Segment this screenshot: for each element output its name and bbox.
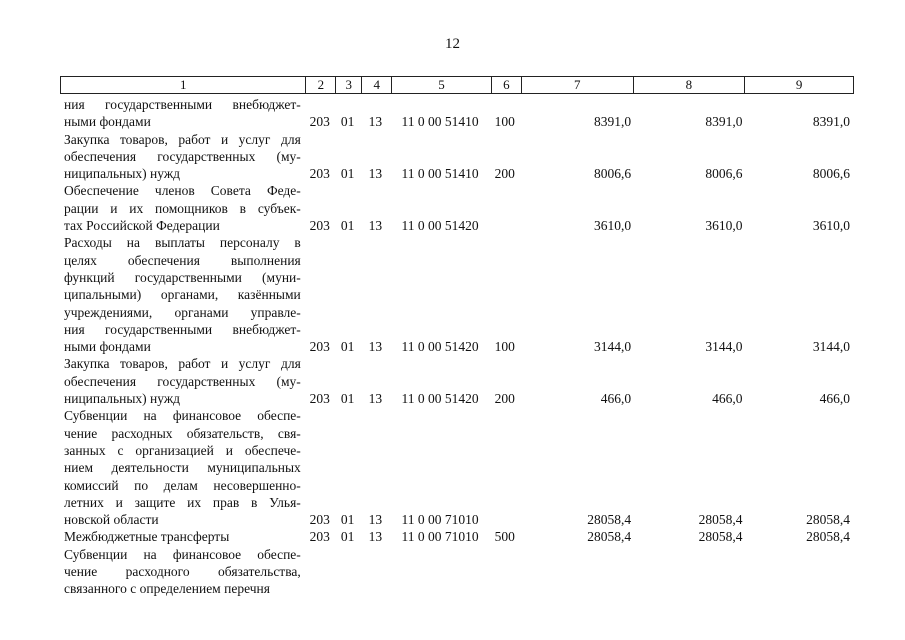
cell-col-2: 203 bbox=[309, 512, 330, 528]
header-col-4: 4 bbox=[362, 77, 392, 93]
description-line: Субвенции на финансовое обеспе- bbox=[64, 408, 301, 424]
header-col-1: 1 bbox=[61, 77, 306, 93]
cell-col-5: 11 0 00 51420 bbox=[401, 391, 479, 407]
cell-col-5: 11 0 00 51410 bbox=[401, 166, 479, 182]
cell-col-7: 28058,4 bbox=[587, 512, 632, 528]
description-line: тах Российской Федерации bbox=[64, 218, 220, 234]
table-row bbox=[64, 182, 854, 234]
table-row bbox=[64, 546, 854, 598]
description-line: ными фондами bbox=[64, 339, 151, 355]
description-line: комиссий по делам несовершенно- bbox=[64, 477, 301, 493]
description-line: новской области bbox=[64, 512, 159, 528]
description-line: ными фондами bbox=[64, 114, 151, 130]
cell-col-5: 11 0 00 71010 bbox=[401, 529, 479, 545]
row-description bbox=[64, 182, 301, 234]
table-row bbox=[64, 234, 854, 355]
description-line: ния государственными внебюджет- bbox=[64, 321, 301, 337]
cell-col-2: 203 bbox=[309, 391, 330, 407]
cell-col-8: 3610,0 bbox=[705, 218, 743, 234]
cell-col-5: 11 0 00 51410 bbox=[401, 114, 479, 130]
cell-col-7: 466,0 bbox=[600, 391, 632, 407]
cell-col-6: 100 bbox=[494, 339, 515, 355]
cell-col-3: 01 bbox=[340, 114, 355, 130]
header-col-9: 9 bbox=[795, 77, 803, 92]
cell-col-6: 100 bbox=[494, 114, 515, 130]
description-line: функций государственными (муни- bbox=[64, 269, 301, 285]
cell-col-9: 8391,0 bbox=[812, 114, 850, 130]
cell-col-3: 01 bbox=[340, 218, 355, 234]
cell-col-9: 8006,6 bbox=[812, 166, 850, 182]
row-description bbox=[64, 528, 301, 545]
description-line: Обеспечение членов Совета Феде- bbox=[64, 183, 301, 199]
description-line: рации и их помощников в субъек- bbox=[64, 200, 301, 216]
cell-col-9: 28058,4 bbox=[806, 512, 850, 528]
cell-col-3: 01 bbox=[340, 339, 355, 355]
cell-col-2: 203 bbox=[309, 339, 330, 355]
cell-col-9: 28058,4 bbox=[806, 529, 850, 545]
header-col-5: 5 bbox=[392, 77, 492, 93]
table-row bbox=[64, 407, 854, 528]
description-line: Закупка товаров, работ и услуг для bbox=[64, 131, 301, 147]
header-col-2: 2 bbox=[306, 77, 336, 93]
cell-col-7: 28058,4 bbox=[587, 529, 632, 545]
cell-col-8: 466,0 bbox=[712, 391, 743, 407]
table-row bbox=[64, 96, 854, 131]
cell-col-7: 3144,0 bbox=[593, 339, 632, 355]
cell-col-8: 8391,0 bbox=[705, 114, 743, 130]
description-line: Закупка товаров, работ и услуг для bbox=[64, 356, 301, 372]
cell-col-6: 200 bbox=[494, 391, 515, 407]
description-line: Расходы на выплаты персоналу в bbox=[64, 235, 301, 251]
page-number: 12 bbox=[445, 36, 460, 52]
cell-col-2: 203 bbox=[309, 218, 330, 234]
table-body bbox=[64, 96, 854, 598]
table-header bbox=[60, 76, 854, 94]
row-description bbox=[64, 234, 301, 355]
cell-col-5: 11 0 00 71010 bbox=[401, 512, 479, 528]
cell-col-9: 3610,0 bbox=[812, 218, 850, 234]
cell-col-9: 3144,0 bbox=[812, 339, 850, 355]
cell-col-8: 3144,0 bbox=[705, 339, 743, 355]
cell-col-7: 8391,0 bbox=[593, 114, 632, 130]
header-col-3: 3 bbox=[336, 77, 362, 93]
cell-col-9: 466,0 bbox=[819, 391, 850, 407]
row-description bbox=[64, 96, 301, 131]
description-line: ниципальных) нужд bbox=[64, 166, 181, 182]
cell-col-3: 01 bbox=[340, 529, 355, 545]
cell-col-5: 11 0 00 51420 bbox=[401, 339, 479, 355]
description-line: обеспечения государственных (му- bbox=[64, 373, 301, 389]
cell-col-6: 200 bbox=[494, 166, 515, 182]
cell-col-3: 01 bbox=[340, 166, 355, 182]
description-line: учреждениями, органами управле- bbox=[64, 304, 301, 320]
description-line: связанного с определением перечня bbox=[64, 581, 270, 597]
cell-col-3: 01 bbox=[340, 391, 355, 407]
row-description bbox=[64, 355, 301, 407]
cell-col-2: 203 bbox=[309, 166, 330, 182]
cell-col-8: 28058,4 bbox=[698, 512, 743, 528]
description-line: чение расходных обязательств, свя- bbox=[64, 425, 301, 441]
cell-col-4: 13 bbox=[368, 114, 383, 130]
description-line: ципальными) органами, казёнными bbox=[64, 287, 301, 303]
cell-col-2: 203 bbox=[309, 114, 330, 130]
description-line: ниципальных) нужд bbox=[64, 391, 181, 407]
row-description bbox=[64, 407, 301, 528]
cell-col-8: 8006,6 bbox=[705, 166, 743, 182]
table-row bbox=[64, 355, 854, 407]
cell-col-4: 13 bbox=[368, 529, 383, 545]
cell-col-4: 13 bbox=[368, 166, 383, 182]
row-description bbox=[64, 546, 301, 598]
description-line: чение расходного обязательства, bbox=[64, 564, 301, 580]
cell-col-8: 28058,4 bbox=[698, 529, 743, 545]
description-line: летних и защите их прав в Улья- bbox=[64, 494, 301, 510]
description-line: Субвенции на финансовое обеспе- bbox=[64, 546, 301, 562]
cell-col-4: 13 bbox=[368, 339, 383, 355]
table-row bbox=[64, 528, 854, 545]
description-line: Межбюджетные трансферты bbox=[64, 529, 230, 545]
row-description bbox=[64, 131, 301, 183]
cell-col-7: 3610,0 bbox=[593, 218, 632, 234]
cell-col-2: 203 bbox=[309, 529, 330, 545]
cell-col-5: 11 0 00 51420 bbox=[401, 218, 479, 234]
header-col-6: 6 bbox=[492, 77, 522, 93]
description-line: обеспечения государственных (му- bbox=[64, 148, 301, 164]
description-line: ния государственными внебюджет- bbox=[64, 97, 301, 112]
header-col-8: 8 bbox=[634, 77, 746, 93]
header-col-7: 7 bbox=[522, 77, 634, 93]
cell-col-4: 13 bbox=[368, 391, 383, 407]
description-line: нием деятельности муниципальных bbox=[64, 460, 301, 476]
cell-col-7: 8006,6 bbox=[593, 166, 632, 182]
cell-col-4: 13 bbox=[368, 218, 383, 234]
description-line: занных с организацией и обеспече- bbox=[64, 442, 301, 458]
description-line: целях обеспечения выполнения bbox=[64, 252, 301, 268]
cell-col-4: 13 bbox=[368, 512, 383, 528]
table-row bbox=[64, 131, 854, 183]
cell-col-6: 500 bbox=[494, 529, 515, 545]
cell-col-3: 01 bbox=[340, 512, 355, 528]
